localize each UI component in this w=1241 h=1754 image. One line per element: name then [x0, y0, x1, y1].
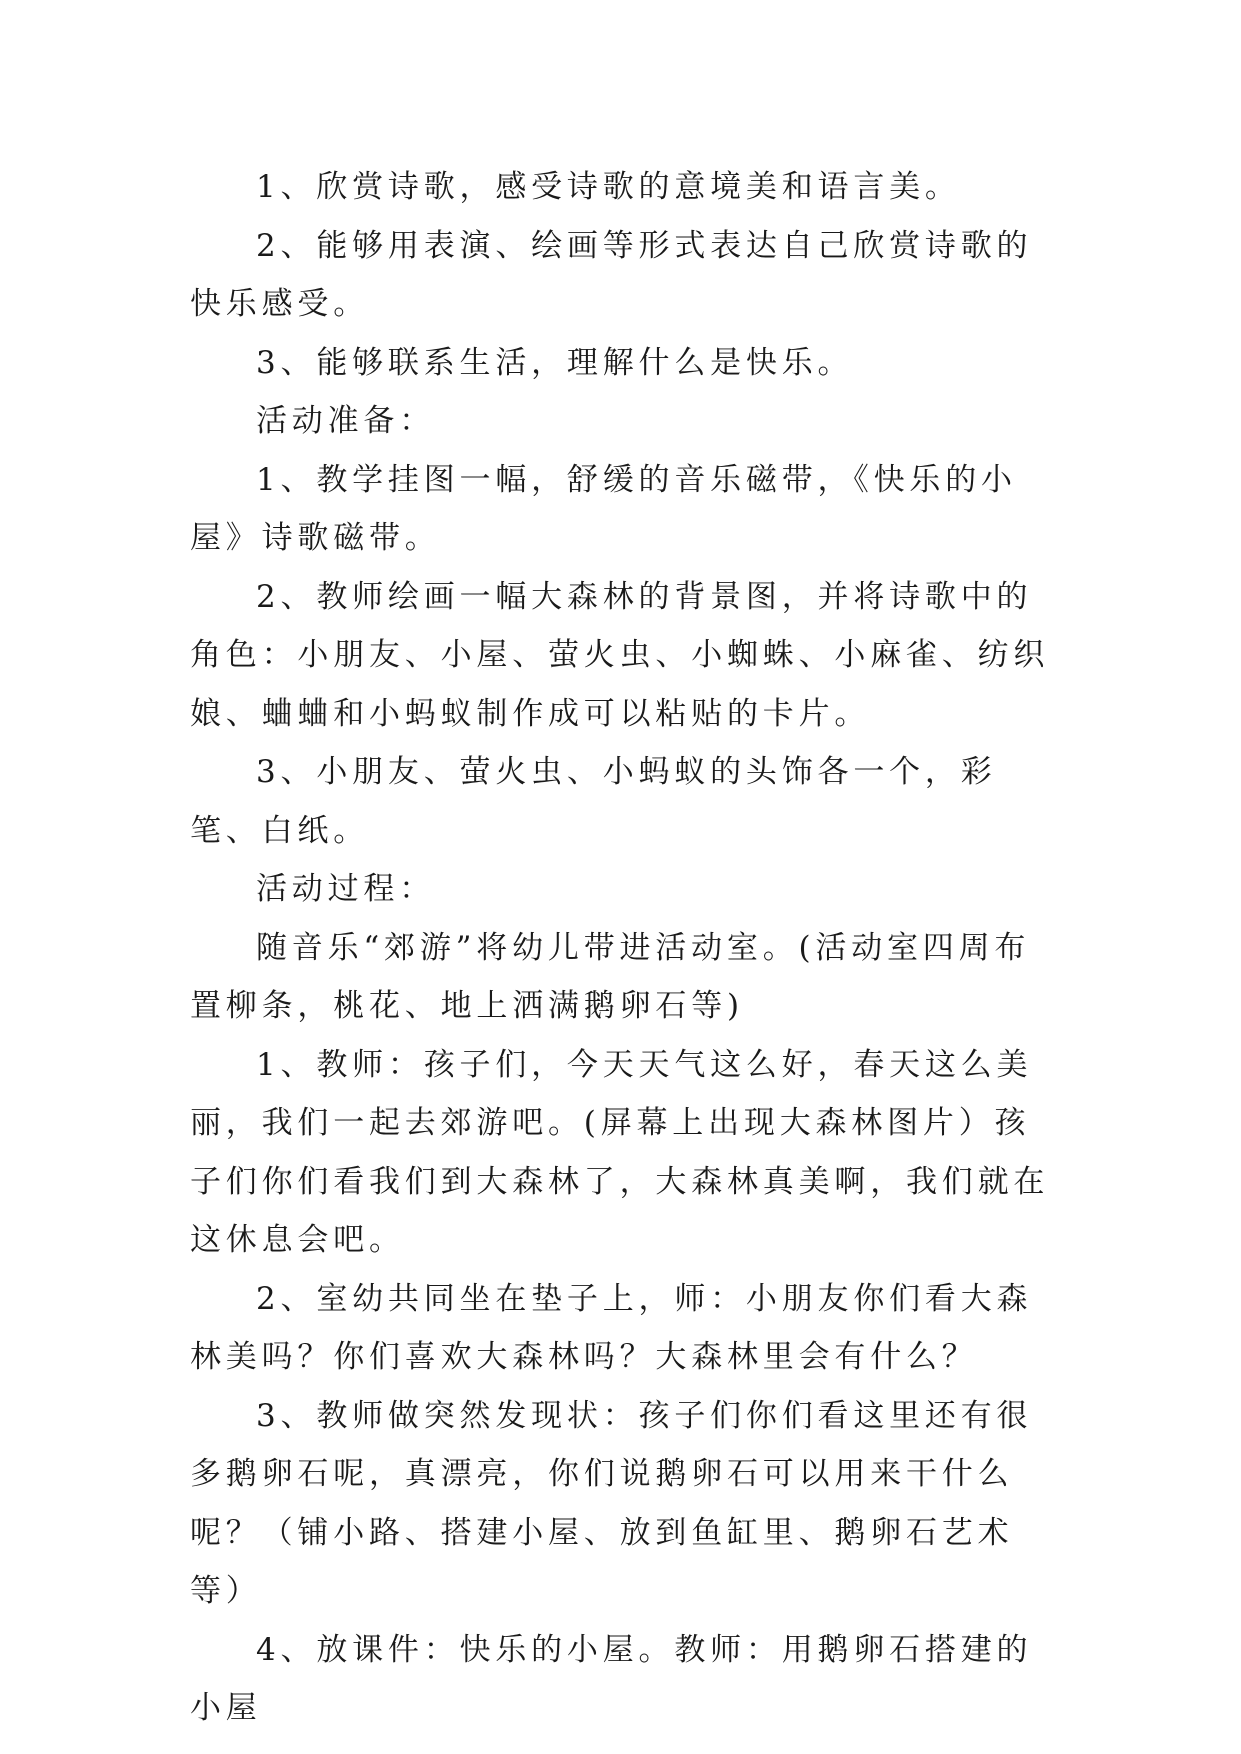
paragraph-prep-3: 3、小朋友、萤火虫、小蚂蚁的头饰各一个，彩笔、白纸。	[190, 754, 997, 849]
paragraph-prep-1: 1、教学挂图一幅，舒缓的音乐磁带，《快乐的小屋》诗歌磁带。	[190, 461, 1017, 556]
section-heading-preparation: 活动准备：	[256, 403, 435, 439]
paragraph-goal-1: 1、欣赏诗歌，感受诗歌的意境美和语言美。	[256, 169, 961, 205]
paragraph-goal-3: 3、能够联系生活，理解什么是快乐。	[256, 344, 854, 381]
paragraph-process-3: 3、教师做突然发现状：孩子们你们看这里还有很多鹅卵石呢，真漂亮，你们说鹅卵石可以用来干什么呢？（铺小路、搭建小屋、放到鱼缸里、鹅卵石艺术等）	[190, 1397, 1033, 1609]
paragraph-process-1: 1、教师：孩子们，今天天气这么好，春天这么美丽，我们一起去郊游吧。(屏幕上出现大森林图片）孩子们你们看我们到大森林了，大森林真美啊，我们就在这休息会吧。	[190, 1046, 1050, 1258]
paragraph-process-intro: 随音乐“郊游”将幼儿带进活动室。(活动室四周布置柳条，桃花、地上洒满鹅卵石等)	[190, 929, 1031, 1024]
section-heading-process: 活动过程：	[256, 871, 435, 907]
paragraph-goal-2: 2、能够用表演、绘画等形式表达自己欣赏诗歌的快乐感受。	[190, 227, 1033, 322]
paragraph-process-4: 4、放课件：快乐的小屋。教师：用鹅卵石搭建的小屋	[190, 1631, 1033, 1726]
paragraph-process-2: 2、室幼共同坐在垫子上，师：小朋友你们看大森林美吗？你们喜欢大森林吗？大森林里会有什么？	[190, 1280, 1033, 1375]
paragraph-prep-2: 2、教师绘画一幅大森林的背景图，并将诗歌中的角色：小朋友、小屋、萤火虫、小蜘蛛、小麻雀、纺织娘、蛐蛐和小蚂蚁制作成可以粘贴的卡片。	[190, 578, 1050, 732]
document-body	[190, 158, 1060, 1738]
